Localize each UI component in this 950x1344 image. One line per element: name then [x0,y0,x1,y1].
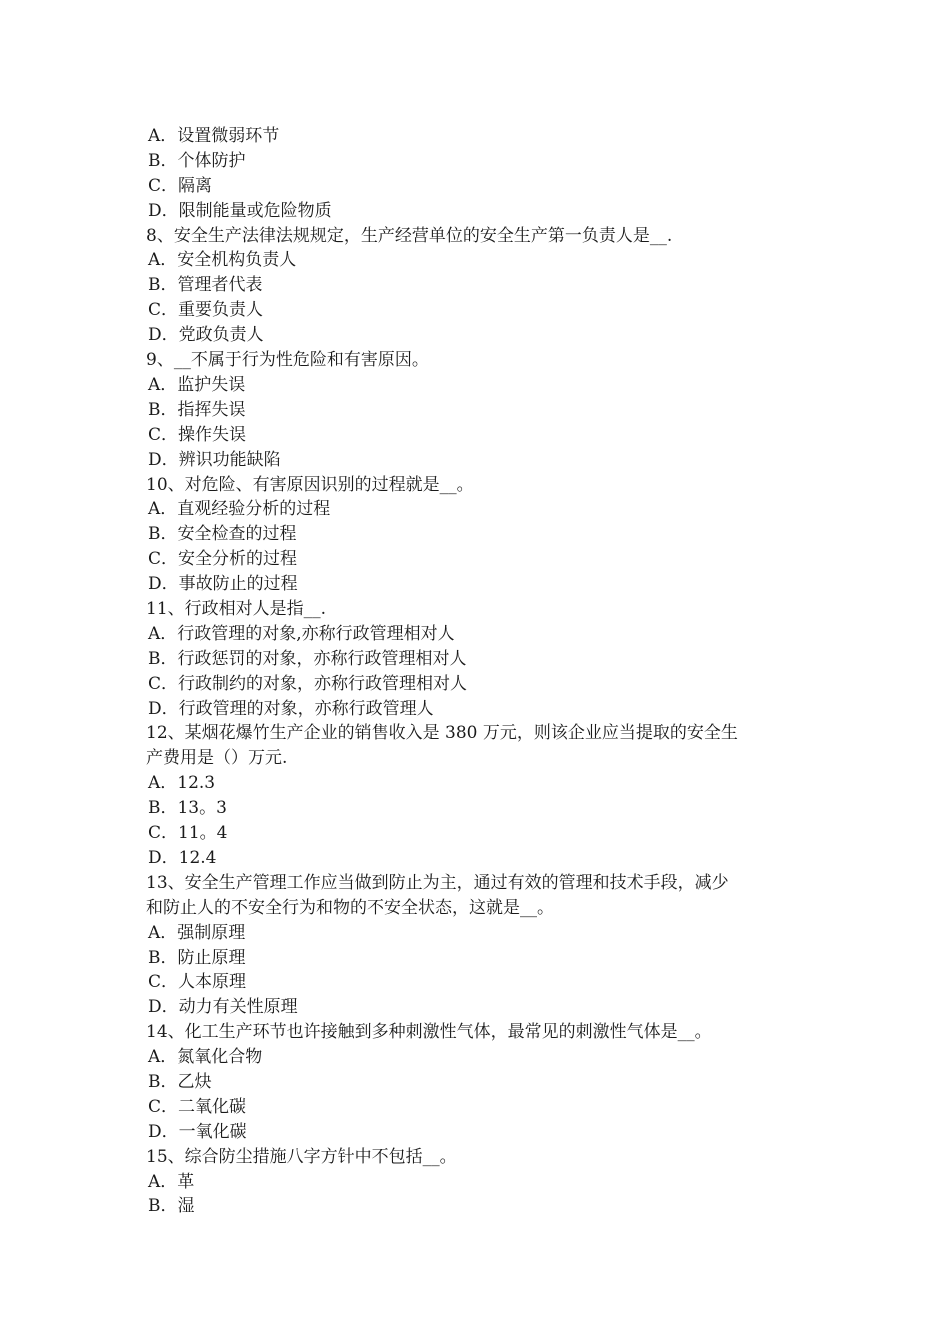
question-text: 8、安全生产法律法规规定，生产经营单位的安全生产第一负责人是__. [146,225,673,246]
answer-option: B．个体防护 [148,150,246,171]
question-text: 12、某烟花爆竹生产企业的销售收入是 380 万元，则该企业应当提取的安全生 [146,723,738,744]
answer-option: C．安全分析的过程 [148,549,298,570]
answer-option: A．设置微弱环节 [148,126,280,146]
answer-option: C．重要负责人 [148,300,264,321]
question-text: 15、综合防尘措施八字方针中不包括__。 [146,1146,457,1167]
answer-option: D．12.4 [148,847,217,868]
answer-option: D．一氧化碳 [148,1121,247,1142]
answer-option: C．11。4 [148,823,228,844]
answer-option: C．行政制约的对象，亦称行政管理相对人 [148,673,468,694]
answer-option: D．动力有关性原理 [148,997,298,1018]
answer-option: B．湿 [148,1196,195,1217]
answer-option: A．革 [148,1171,195,1192]
answer-option: A．氮氧化合物 [148,1047,263,1068]
answer-option: D．党政负责人 [148,325,264,346]
question-text: 14、化工生产环节也许接触到多种刺激性气体，最常见的刺激性气体是__。 [146,1022,712,1043]
answer-option: A．12.3 [148,773,216,794]
answer-option: B．防止原理 [148,947,246,968]
answer-option: A．强制原理 [148,922,246,943]
answer-option: A．安全机构负责人 [148,250,297,271]
answer-option: B．行政惩罚的对象，亦称行政管理相对人 [148,648,467,669]
question-text: 和防止人的不安全行为和物的不安全状态，这就是__。 [146,897,554,918]
answer-option: B．13。3 [148,798,227,819]
answer-option: C．人本原理 [148,972,247,993]
answer-option: D．辨识功能缺陷 [148,449,281,470]
answer-option: C．二氧化碳 [148,1096,247,1117]
question-text: 13、安全生产管理工作应当做到防止为主，通过有效的管理和技术手段，减少 [146,872,729,893]
answer-option: B．指挥失误 [148,399,246,420]
answer-option: A．监护失误 [148,374,246,395]
answer-option: C．操作失误 [148,424,247,445]
answer-option: D．事故防止的过程 [148,574,298,595]
answer-option: D．限制能量或危险物质 [148,200,332,221]
answer-option: B．管理者代表 [148,275,263,296]
answer-option: A．直观经验分析的过程 [148,499,331,520]
question-text: 11、行政相对人是指__. [146,598,327,619]
document-body [146,124,826,1219]
question-text: 10、对危险、有害原因识别的过程就是__。 [146,474,474,495]
answer-option: C．隔离 [148,175,213,196]
answer-option: A．行政管理的对象,亦称行政管理相对人 [148,623,455,644]
answer-option: D．行政管理的对象，亦称行政管理人 [148,698,434,719]
question-text: 产费用是（）万元. [146,748,288,769]
question-text: 9、__不属于行为性危险和有害原因。 [146,350,429,371]
answer-option: B．乙炔 [148,1071,212,1092]
answer-option: B．安全检查的过程 [148,524,297,545]
